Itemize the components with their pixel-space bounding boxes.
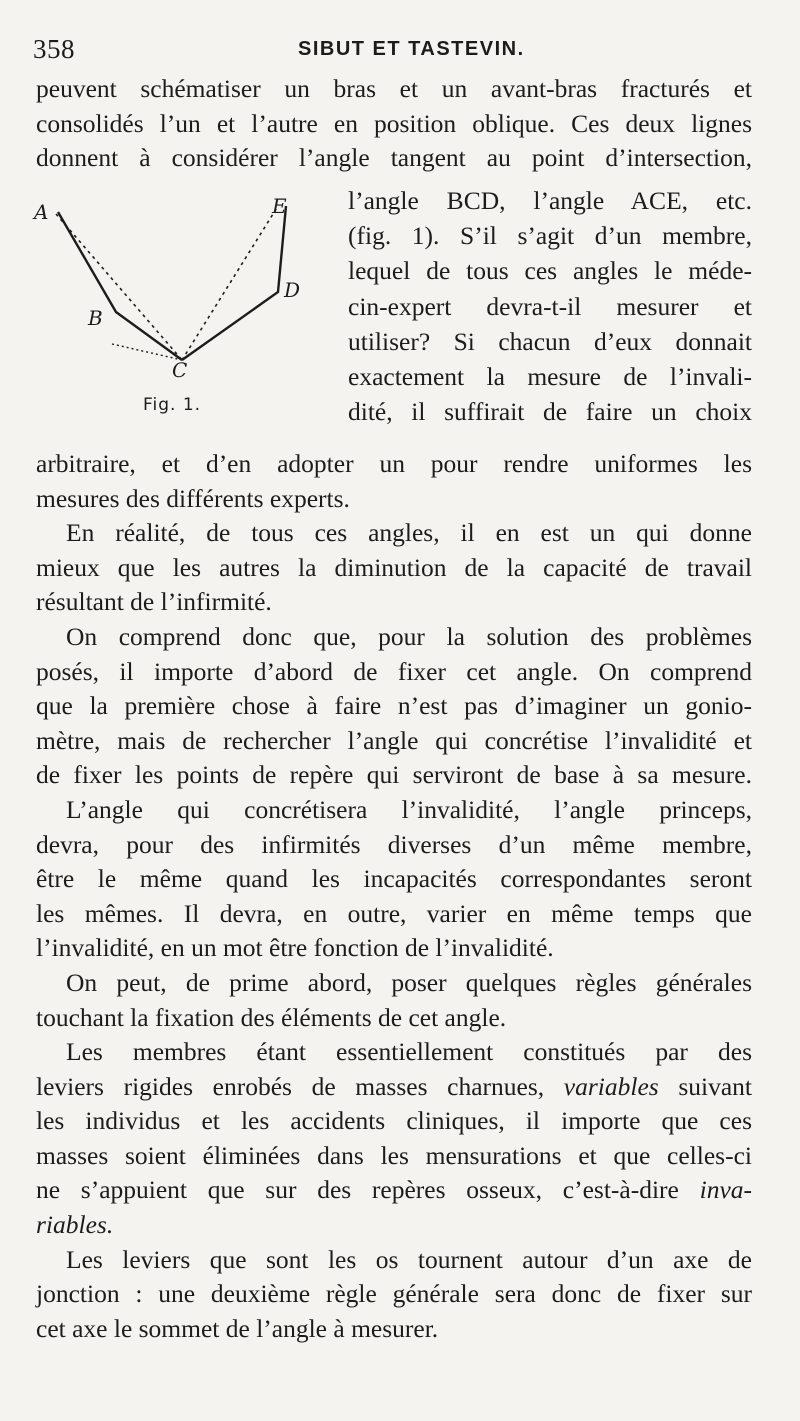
running-head: SIBUT ET TASTEVIN. bbox=[298, 38, 525, 60]
text-line: mètre, mais de rechercher l’angle qui concrétise l’invalidité et bbox=[36, 725, 752, 755]
emphasis: inva- bbox=[699, 1175, 753, 1205]
figure-caption: Fig. 1. bbox=[143, 395, 202, 415]
text-line: posés, il importe d’abord de fixer cet angle. On comprend bbox=[36, 656, 752, 686]
text-line: l’invalidité, en un mot être fonction de l’invalidité. bbox=[36, 933, 554, 963]
text-line bbox=[36, 1208, 752, 1243]
text-line: cet axe le sommet de l’angle à mesurer. bbox=[36, 1313, 439, 1343]
label-a: A bbox=[34, 200, 49, 224]
text-line bbox=[36, 1173, 752, 1208]
text-line: masses soient éliminées dans les mensurations et que celles-ci bbox=[36, 1140, 752, 1170]
text-line: les mêmes. Il devra, en outre, varier en même temps que bbox=[36, 898, 752, 928]
intro-text bbox=[36, 72, 752, 176]
text-line: En réalité, de tous ces angles, il en est un qui donne bbox=[66, 518, 752, 548]
text-line: donnent à considérer l’angle tangent au point d’intersection, bbox=[36, 143, 752, 173]
text-line bbox=[36, 1070, 752, 1105]
emphasis: riables. bbox=[36, 1210, 114, 1240]
text-line: exactement la mesure de l’invali- bbox=[348, 362, 752, 392]
page-number: 358 bbox=[33, 34, 75, 64]
text-fragment: leviers rigides enrobés de masses charnues, bbox=[36, 1071, 545, 1101]
text-line: mieux que les autres la diminution de la capacité de travail bbox=[36, 552, 752, 582]
text-line: touchant la fixation des éléments de cet angle. bbox=[36, 1002, 507, 1032]
text-line: devra, pour des infirmités diverses d’un même membre, bbox=[36, 829, 752, 859]
text-line: peuvent schématiser un bras et un avant-bras fracturés et bbox=[36, 74, 752, 103]
label-c: C bbox=[172, 358, 188, 382]
text-line: utiliser? Si chacun d’eux donnait bbox=[348, 326, 752, 356]
text-line: On peut, de prime abord, poser quelques règles générales bbox=[66, 967, 752, 997]
text-line: arbitraire, et d’en adopter un pour rendre uniformes les bbox=[36, 449, 752, 478]
label-b: B bbox=[88, 306, 103, 330]
figure-1 bbox=[34, 190, 310, 420]
text-line: (fig. 1). S’il s’agit d’un membre, bbox=[348, 221, 752, 251]
label-d: D bbox=[284, 278, 301, 302]
text-line: dité, il suffirait de faire un choix bbox=[348, 397, 752, 427]
text-fragment: ne s’appuient que sur des repères osseux, c’est-à-dire bbox=[36, 1175, 679, 1205]
text-line: Les leviers que sont les os tournent autour d’un axe de bbox=[66, 1244, 752, 1274]
text-line: L’angle qui concrétisera l’invalidité, l’angle princeps, bbox=[66, 794, 752, 824]
text-line: résultant de l’infirmité. bbox=[36, 587, 272, 617]
text-line: jonction : une deuxième règle générale sera donc de fixer sur bbox=[36, 1279, 752, 1309]
text-line: que la première chose à faire n’est pas d’imaginer un gonio- bbox=[36, 691, 752, 721]
emphasis: variables bbox=[563, 1071, 659, 1101]
text-fragment: suivant bbox=[678, 1071, 753, 1101]
text-line: être le même quand les incapacités correspondantes seront bbox=[36, 864, 752, 894]
text-line: mesures des différents experts. bbox=[36, 483, 350, 513]
text-line: les individus et les accidents cliniques, il importe que ces bbox=[36, 1106, 752, 1136]
text-line: lequel de tous ces angles le méde- bbox=[348, 256, 752, 286]
angle-diagram bbox=[40, 190, 310, 420]
text-line: On comprend donc que, pour la solution des problèmes bbox=[66, 621, 752, 651]
page-header bbox=[33, 30, 760, 70]
text-line: consolidés l’un et l’autre en position oblique. Ces deux lignes bbox=[36, 108, 752, 138]
body-text bbox=[36, 447, 752, 1346]
text-line: de fixer les points de repère qui serviront de base à sa mesure. bbox=[36, 760, 752, 790]
wrapped-text bbox=[348, 183, 752, 429]
text-line: l’angle BCD, l’angle ACE, etc. bbox=[348, 186, 752, 215]
text-line: Les membres étant essentiellement constitués par des bbox=[66, 1037, 752, 1067]
label-e: E bbox=[272, 194, 287, 218]
text-line: cin-expert devra-t-il mesurer et bbox=[348, 291, 752, 321]
